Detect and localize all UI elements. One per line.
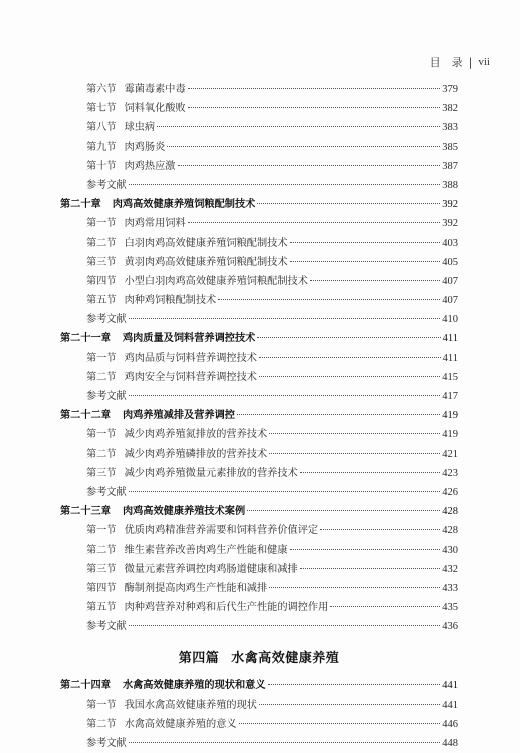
- toc-leader-dots: [129, 625, 441, 626]
- toc-entry-page: 410: [442, 314, 458, 326]
- toc-leader-dots: [129, 184, 441, 185]
- toc-entry-label: 第六节: [86, 84, 117, 95]
- toc-entry-title: 黄羽肉鸡高效健康养殖饲粮配制技术: [124, 256, 288, 268]
- toc-entry-label: 第二十一章: [60, 332, 111, 345]
- toc-entry-title: 我国水禽高效健康养殖的现状: [124, 699, 257, 711]
- toc-leader-dots: [188, 88, 441, 89]
- toc-leader-dots: [269, 433, 440, 434]
- toc-chapter-row[interactable]: [60, 406, 458, 425]
- toc-entry-page: 407: [442, 295, 458, 307]
- part-name: 水禽高效健康养殖: [231, 651, 340, 667]
- toc-entry-title: 参考文献: [86, 314, 127, 326]
- toc-leader-dots: [269, 453, 440, 454]
- toc-entry-title: 肉种鸡饲粮配制技术: [124, 295, 217, 307]
- toc-leader-dots: [300, 568, 441, 569]
- toc-block-bottom: [60, 676, 458, 753]
- toc-leader-dots: [259, 357, 441, 358]
- toc-entry-page: 407: [442, 275, 458, 287]
- toc-section-row[interactable]: [60, 253, 458, 272]
- toc-entry-label: 第二节: [86, 237, 117, 249]
- toc-entry-label: 第二十四章: [60, 679, 111, 692]
- toc-leader-dots: [259, 704, 440, 705]
- toc-entry-label: 第三节: [86, 256, 117, 268]
- toc-entry-page: 419: [442, 429, 458, 441]
- toc-entry-label: 第二节: [86, 718, 117, 730]
- toc-section-row[interactable]: [60, 425, 458, 444]
- toc-entry-label: 第二节: [86, 544, 117, 556]
- toc-entry-label: 第四节: [86, 275, 117, 287]
- toc-entry-page: 419: [442, 410, 458, 422]
- toc-section-row[interactable]: [60, 579, 458, 598]
- toc-entry-title: 肉鸡肠炎: [124, 141, 166, 153]
- toc-entry-page: 435: [442, 602, 458, 614]
- toc-entry-title: 小型白羽肉鸡高效健康养殖饲粮配制技术: [124, 275, 308, 287]
- toc-section-row[interactable]: [60, 234, 458, 253]
- toc-entry-label: 第一节: [86, 352, 117, 364]
- toc-entry-label: 第二节: [86, 371, 117, 383]
- toc-section-row[interactable]: [60, 118, 458, 137]
- toc-section-row[interactable]: [60, 214, 458, 233]
- toc-entry-page: 441: [442, 699, 458, 711]
- toc-entry-title: 肉鸡高效健康养殖饲粮配制技术: [112, 198, 256, 211]
- header-page-number: vii: [478, 56, 490, 68]
- toc-entry-page: 392: [442, 218, 458, 230]
- toc-entry-title: 酶制剂提高肉鸡生产性能和减排: [124, 582, 268, 594]
- toc-entry-page: 392: [442, 199, 458, 211]
- toc-entry-page: 382: [442, 103, 458, 115]
- toc-entry-page: 415: [442, 371, 458, 383]
- toc-leader-dots: [290, 549, 441, 550]
- toc-entry-page: 426: [442, 486, 458, 498]
- toc-entry-label: 第二十三章: [60, 505, 111, 518]
- toc-section-row[interactable]: [60, 464, 458, 483]
- toc-leader-dots: [259, 376, 440, 377]
- toc-section-row[interactable]: [60, 157, 458, 176]
- toc-leader-dots: [237, 414, 440, 415]
- toc-section-row[interactable]: [60, 521, 458, 540]
- toc-section-row[interactable]: [60, 99, 458, 118]
- toc-leader-dots: [178, 165, 441, 166]
- running-header: [430, 54, 490, 70]
- toc-entry-page: 430: [442, 544, 458, 556]
- toc-entry-title: 参考文献: [86, 738, 127, 749]
- toc-section-row[interactable]: [60, 541, 458, 560]
- toc-entry-page: 405: [442, 256, 458, 268]
- toc-leader-dots: [167, 146, 440, 147]
- toc-entry-page: 387: [442, 160, 458, 172]
- toc-block-top: [60, 80, 458, 636]
- toc-section-row[interactable]: [60, 368, 458, 387]
- toc-entry-title: 肉鸡高效健康养殖技术案例: [122, 505, 246, 518]
- toc-leader-dots: [188, 107, 441, 108]
- toc-entry-title: 水禽高效健康养殖的意义: [124, 718, 237, 730]
- toc-entry-title: 饲料氧化酸败: [124, 103, 186, 115]
- toc-entry-title: 优质肉鸡精准营养需要和饲料营养价值评定: [124, 525, 319, 537]
- toc-entry-title: 球虫病: [124, 122, 156, 134]
- toc-entry-label: 第二十二章: [60, 409, 111, 422]
- header-separator: |: [468, 55, 473, 69]
- toc-entry-label: 第一节: [86, 525, 117, 537]
- toc-entry-title: 白羽肉鸡高效健康养殖饲粮配制技术: [124, 237, 288, 249]
- part-heading: [60, 636, 458, 676]
- toc-entry-title: 参考文献: [86, 486, 127, 498]
- toc-entry-label: 第一节: [86, 429, 117, 441]
- toc-entry-title: 鸡肉品质与饲料营养调控技术: [124, 352, 257, 364]
- toc-leader-dots: [129, 742, 441, 743]
- toc-section-row[interactable]: [60, 696, 458, 715]
- toc-leader-dots: [218, 299, 440, 300]
- toc-entry-label: 第三节: [86, 563, 117, 575]
- part-label: 第四篇: [178, 651, 220, 667]
- toc-entry-page: 436: [442, 621, 458, 633]
- toc-entry-page: 446: [442, 718, 458, 730]
- toc-entry-page: 417: [442, 391, 458, 402]
- toc-entry-page: 403: [442, 237, 458, 249]
- toc-entry-title: 参考文献: [86, 391, 127, 402]
- toc-leader-dots: [269, 587, 440, 588]
- toc-entry-title: 维生素营养改善肉鸡生产性能和健康: [124, 544, 288, 556]
- toc-entry-page: 428: [442, 506, 458, 518]
- toc-section-row[interactable]: [60, 483, 458, 502]
- toc-leader-dots: [257, 203, 440, 204]
- toc-entry-page: 433: [442, 582, 458, 594]
- header-title: 目 录: [429, 56, 463, 69]
- toc-entry-title: 微量元素营养调控肉鸡肠道健康和减排: [124, 563, 298, 575]
- toc-entry-title: 水禽高效健康养殖的现状和意义: [122, 679, 266, 692]
- toc-entry-label: 第一节: [86, 699, 117, 711]
- toc-chapter-row[interactable]: [60, 676, 458, 695]
- toc-section-row[interactable]: [60, 598, 458, 617]
- toc-leader-dots: [290, 261, 441, 262]
- toc-entry-page: 383: [442, 122, 458, 134]
- toc-leader-dots: [157, 126, 440, 127]
- toc-entry-title: 鸡肉质量及饲料营养调控技术: [122, 332, 256, 345]
- toc-section-row[interactable]: [60, 310, 458, 329]
- toc-section-row[interactable]: [60, 560, 458, 579]
- toc-entry-title: 减少肉鸡养殖磷排放的营养技术: [124, 448, 268, 460]
- toc-entry-page: 379: [442, 84, 458, 95]
- toc-leader-dots: [310, 280, 440, 281]
- toc-chapter-row[interactable]: [60, 502, 458, 521]
- toc-entry-page: 423: [442, 467, 458, 479]
- toc-leader-dots: [129, 491, 441, 492]
- toc-entry-page: 421: [442, 448, 458, 460]
- toc-section-row[interactable]: [60, 445, 458, 464]
- toc-section-row[interactable]: [60, 715, 458, 734]
- toc-entry-label: 第四节: [86, 582, 117, 594]
- toc-section-row[interactable]: [60, 80, 458, 99]
- toc-entry-title: 参考文献: [86, 621, 127, 633]
- toc-leader-dots: [268, 684, 441, 685]
- toc-section-row[interactable]: [60, 272, 458, 291]
- toc-entry-label: 第五节: [86, 602, 117, 614]
- toc-entry-label: 第二十章: [60, 198, 101, 211]
- toc-entry-title: 减少肉鸡养殖氮排放的营养技术: [124, 429, 268, 441]
- toc-section-row[interactable]: [60, 387, 458, 406]
- toc-leader-dots: [129, 395, 441, 396]
- toc-entry-title: 鸡肉安全与饲料营养调控技术: [124, 371, 257, 383]
- toc-section-row[interactable]: [60, 291, 458, 310]
- toc-leader-dots: [188, 222, 441, 223]
- toc-entry-page: 441: [442, 680, 458, 692]
- toc-entry-title: 参考文献: [86, 179, 127, 191]
- toc-leader-dots: [257, 337, 440, 338]
- toc-entry-label: 第十节: [86, 160, 117, 172]
- toc-entry-title: 肉鸡热应激: [124, 160, 176, 172]
- table-of-contents: [60, 80, 458, 753]
- toc-entry-page: 448: [442, 738, 458, 749]
- toc-entry-label: 第三节: [86, 467, 117, 479]
- toc-entry-title: 减少肉鸡养殖微量元素排放的营养技术: [124, 467, 298, 479]
- toc-leader-dots: [320, 529, 440, 530]
- toc-entry-page: 411: [442, 333, 458, 345]
- toc-section-row[interactable]: [60, 138, 458, 157]
- toc-section-row[interactable]: [60, 176, 458, 195]
- toc-entry-title: 肉鸡常用饲料: [124, 218, 186, 230]
- toc-entry-title: 霉菌毒素中毒: [124, 84, 186, 95]
- toc-section-row[interactable]: [60, 349, 458, 368]
- toc-entry-label: 第二节: [86, 448, 117, 460]
- toc-leader-dots: [330, 606, 440, 607]
- toc-entry-page: 432: [442, 563, 458, 575]
- toc-entry-label: 第五节: [86, 295, 117, 307]
- toc-entry-page: 388: [442, 179, 458, 191]
- toc-entry-page: 411: [442, 352, 458, 364]
- toc-leader-dots: [129, 318, 441, 319]
- toc-leader-dots: [300, 472, 441, 473]
- toc-entry-title: 肉种鸡营养对种鸡和后代生产性能的调控作用: [124, 602, 329, 614]
- toc-leader-dots: [290, 242, 441, 243]
- toc-entry-label: 第一节: [86, 218, 117, 230]
- toc-section-row[interactable]: [60, 617, 458, 636]
- toc-chapter-row[interactable]: [60, 195, 458, 214]
- toc-entry-title: 肉鸡养殖减排及营养调控: [122, 409, 235, 422]
- toc-entry-page: 385: [442, 141, 458, 153]
- toc-leader-dots: [247, 510, 440, 511]
- toc-section-row[interactable]: [60, 734, 458, 753]
- toc-chapter-row[interactable]: [60, 329, 458, 348]
- toc-entry-page: 428: [442, 525, 458, 537]
- toc-entry-label: 第九节: [86, 141, 117, 153]
- toc-entry-label: 第七节: [86, 103, 117, 115]
- toc-entry-label: 第八节: [86, 122, 117, 134]
